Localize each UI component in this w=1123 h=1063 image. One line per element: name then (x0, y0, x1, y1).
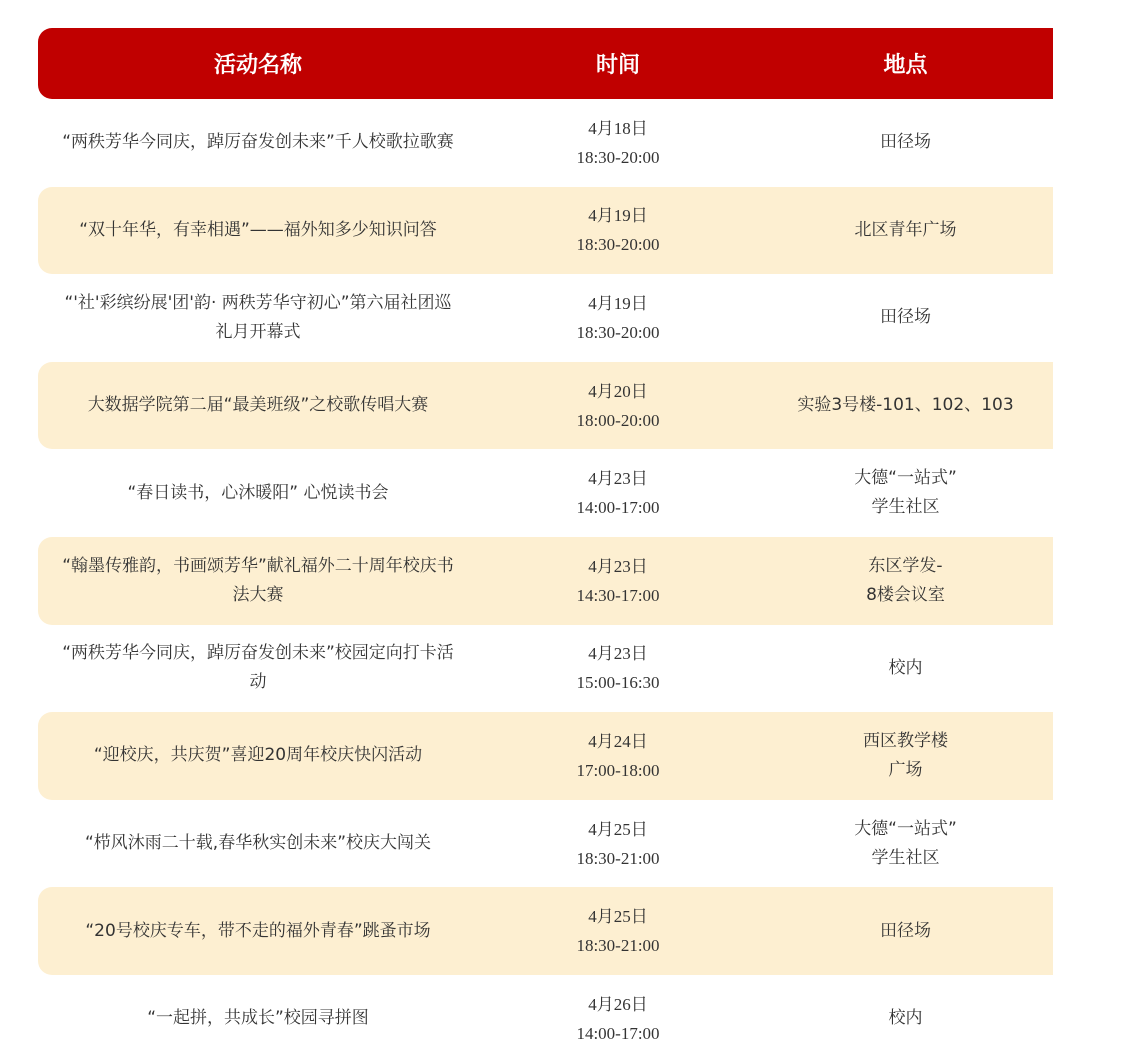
location-cell (758, 391, 1053, 420)
location-cell (758, 815, 1053, 873)
location-text: 校内 (888, 1008, 923, 1029)
date-text: 4月25日 (588, 819, 648, 839)
table-header (38, 28, 1053, 99)
date-text: 4月24日 (588, 731, 648, 751)
activity-name-cell: “翰墨传雅韵，书画颂芳华”献礼福外二十周年校庆书法大赛 (62, 555, 454, 605)
date-text: 4月26日 (588, 994, 648, 1014)
time-range-text: 17:00-18:00 (576, 760, 660, 780)
time-cell (478, 815, 758, 873)
location-text-line2: 8楼会议室 (866, 584, 945, 605)
location-cell (758, 464, 1053, 522)
time-cell (478, 552, 758, 610)
time-range-text: 18:30-20:00 (576, 147, 660, 167)
table-row (38, 625, 1053, 713)
location-cell (758, 1004, 1053, 1033)
date-text: 4月23日 (588, 644, 648, 664)
activity-schedule-table (38, 28, 1053, 1063)
time-range-text: 18:00-20:00 (576, 410, 660, 430)
location-text-line2: 学生社区 (871, 847, 940, 868)
date-text: 4月19日 (588, 206, 648, 226)
activity-name-cell: “栉风沐雨二十载,春华秋实创未来”校庆大闯关 (84, 833, 432, 854)
time-range-text: 18:30-21:00 (576, 936, 660, 956)
activity-name-cell: “两秩芳华今同庆，踔厉奋发创未来”校园定向打卡活动 (62, 643, 454, 693)
time-range-text: 18:30-20:00 (576, 322, 660, 342)
activity-name-cell: “一起拼，共成长”校园寻拼图 (147, 1008, 369, 1029)
date-text: 4月20日 (588, 381, 648, 401)
time-cell (478, 639, 758, 697)
location-cell (758, 216, 1053, 245)
table-row (38, 187, 1053, 275)
location-text-line2: 学生社区 (871, 497, 940, 518)
date-text: 4月19日 (588, 293, 648, 313)
location-text: 西区教学楼 (863, 730, 948, 751)
table-row (38, 274, 1053, 362)
activity-name-cell: “20号校庆专车，带不走的福外青春”跳蚤市场 (85, 920, 431, 941)
column-header-location: 地点 (883, 53, 928, 78)
location-text: 北区青年广场 (854, 219, 957, 240)
time-cell (478, 201, 758, 259)
location-text: 大德“一站式” (854, 818, 957, 839)
date-text: 4月25日 (588, 907, 648, 927)
location-text: 田径场 (880, 920, 931, 941)
time-range-text: 18:30-21:00 (576, 848, 660, 868)
activity-name-cell: 大数据学院第二届“最美班级”之校歌传唱大赛 (87, 395, 429, 416)
activity-name-cell: “迎校庆，共庆贺”喜迎20周年校庆快闪活动 (93, 745, 423, 766)
time-range-text: 14:30-17:00 (576, 585, 660, 605)
date-text: 4月23日 (588, 469, 648, 489)
location-text: 田径场 (880, 307, 931, 328)
time-range-text: 14:00-17:00 (576, 1023, 660, 1043)
table-row (38, 362, 1053, 450)
date-text: 4月23日 (588, 556, 648, 576)
location-cell (758, 727, 1053, 785)
activity-name-cell: “两秩芳华今同庆，踔厉奋发创未来”千人校歌拉歌赛 (62, 132, 454, 153)
activity-name-cell: “双十年华，有幸相遇”——福外知多少知识问答 (79, 219, 437, 240)
column-header-time: 时间 (595, 53, 640, 78)
location-cell (758, 552, 1053, 610)
time-cell (478, 902, 758, 960)
table-row (38, 537, 1053, 625)
time-range-text: 15:00-16:30 (576, 673, 660, 693)
location-cell (758, 303, 1053, 332)
location-text: 田径场 (880, 132, 931, 153)
column-header-activity-name: 活动名称 (213, 53, 302, 78)
table-row (38, 99, 1053, 187)
location-text: 大德“一站式” (854, 468, 957, 489)
location-cell (758, 128, 1053, 157)
time-range-text: 14:00-17:00 (576, 498, 660, 518)
location-cell (758, 654, 1053, 683)
table-row (38, 975, 1053, 1063)
location-text: 实验3号楼-101、102、103 (797, 395, 1014, 416)
location-text: 校内 (888, 657, 923, 678)
activity-name-cell: “春日读书，心沐暖阳” 心悦读书会 (127, 482, 389, 503)
time-cell (478, 114, 758, 172)
time-cell (478, 464, 758, 522)
location-text: 东区学发- (868, 555, 943, 576)
time-cell (478, 990, 758, 1048)
table-row (38, 712, 1053, 800)
table-row (38, 887, 1053, 975)
date-text: 4月18日 (588, 118, 648, 138)
activity-name-cell: “'社'彩缤纷展'团'韵· 两秩芳华守初心”第六届社团巡礼月开幕式 (64, 292, 452, 342)
location-text-line2: 广场 (888, 759, 923, 780)
time-range-text: 18:30-20:00 (576, 235, 660, 255)
time-cell (478, 289, 758, 347)
location-cell (758, 917, 1053, 946)
table-row (38, 449, 1053, 537)
time-cell (478, 377, 758, 435)
table-row (38, 800, 1053, 888)
time-cell (478, 727, 758, 785)
